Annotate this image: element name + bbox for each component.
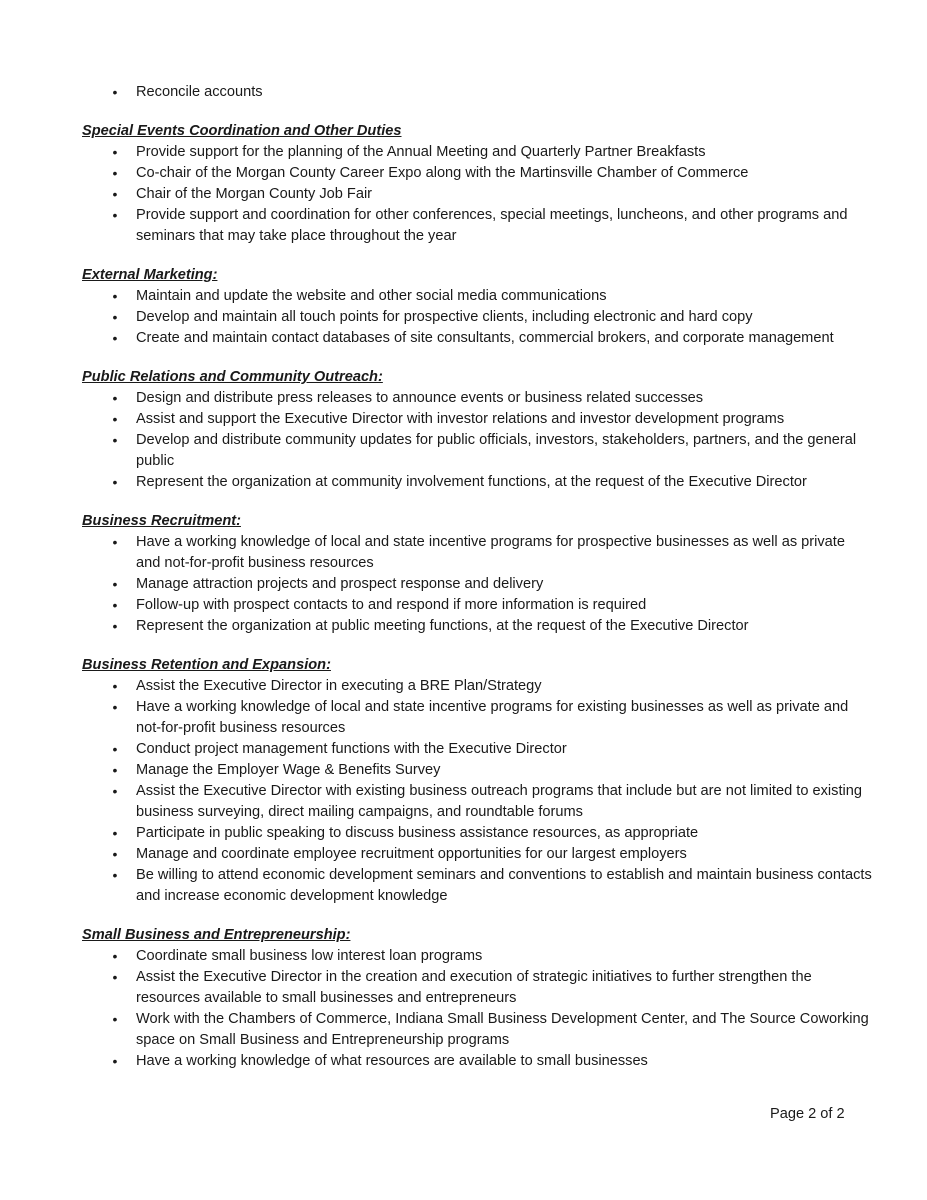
list-item	[82, 205, 872, 247]
list-item	[82, 286, 872, 307]
document-body	[82, 82, 872, 1072]
list-item-text: Provide support for the planning of the Annual Meeting and Quarterly Partner Breakfasts	[136, 144, 706, 160]
section-list	[82, 532, 872, 637]
list-item-text: Design and distribute press releases to announce events or business related successes	[136, 390, 704, 406]
list-item-text: Have a working knowledge of local and state incentive programs for existing businesses as well as private and not-for-profit business resources	[136, 699, 849, 736]
bullet-icon: •	[112, 165, 118, 181]
bullet-icon: •	[112, 969, 118, 985]
list-item-text: Participate in public speaking to discuss business assistance resources, as appropriate	[136, 825, 699, 841]
bullet-icon: •	[112, 411, 118, 427]
section-heading: External Marketing:	[82, 267, 218, 283]
bullet-icon: •	[112, 309, 118, 325]
list-item-text: Follow-up with prospect contacts to and respond if more information is required	[136, 597, 647, 613]
bullet-icon: •	[112, 474, 118, 490]
list-item	[82, 532, 872, 574]
section-heading: Business Retention and Expansion:	[82, 657, 331, 673]
list-item-text: Coordinate small business low interest loan programs	[136, 948, 483, 964]
list-item	[82, 967, 872, 1009]
list-item	[82, 676, 872, 697]
list-item	[82, 574, 872, 595]
list-item	[82, 616, 872, 637]
list-item	[82, 409, 872, 430]
list-item-text: Co-chair of the Morgan County Career Expo along with the Martinsville Chamber of Commerce	[136, 165, 749, 181]
bullet-icon: •	[112, 783, 118, 799]
bullet-icon: •	[112, 432, 118, 448]
bullet-icon: •	[112, 1053, 118, 1069]
intro-list	[82, 82, 872, 103]
bullet-icon: •	[112, 207, 118, 223]
list-item	[82, 865, 872, 907]
list-item-text: Maintain and update the website and other social media communications	[136, 288, 607, 304]
section-list	[82, 142, 872, 247]
list-item	[82, 430, 872, 472]
section-heading: Public Relations and Community Outreach:	[82, 369, 383, 385]
section-business-recruitment	[82, 511, 872, 637]
bullet-icon: •	[112, 678, 118, 694]
bullet-icon: •	[112, 618, 118, 634]
list-item	[82, 472, 872, 493]
list-item	[82, 760, 872, 781]
section-external-marketing	[82, 265, 872, 349]
list-item-text: Create and maintain contact databases of site consultants, commercial brokers, and corporate management	[136, 330, 834, 346]
bullet-icon: •	[112, 741, 118, 757]
bullet-icon: •	[112, 576, 118, 592]
bullet-icon: •	[112, 846, 118, 862]
list-item-text: Assist and support the Executive Director with investor relations and investor development programs	[136, 411, 785, 427]
section-small-business	[82, 925, 872, 1072]
list-item-text: Represent the organization at public meeting functions, at the request of the Executive Director	[136, 618, 749, 634]
list-item-text: Develop and distribute community updates for public officials, investors, stakeholders, partners, and the general public	[136, 432, 857, 469]
list-item-text: Have a working knowledge of local and state incentive programs for prospective businesses as well as private and not-for-profit business resources	[136, 534, 845, 571]
list-item	[82, 307, 872, 328]
section-list	[82, 286, 872, 349]
bullet-icon: •	[112, 597, 118, 613]
section-business-retention	[82, 655, 872, 907]
bullet-icon: •	[112, 699, 118, 715]
page-number: Page 2 of 2	[770, 1106, 845, 1122]
list-item-text: Manage the Employer Wage & Benefits Survey	[136, 762, 441, 778]
list-item-text: Conduct project management functions with the Executive Director	[136, 741, 567, 757]
list-item-text: Reconcile accounts	[136, 84, 263, 100]
list-item-text: Represent the organization at community involvement functions, at the request of the Executive Director	[136, 474, 807, 490]
bullet-icon: •	[112, 948, 118, 964]
list-item	[82, 184, 872, 205]
bullet-icon: •	[112, 534, 118, 550]
list-item	[82, 781, 872, 823]
bullet-icon: •	[112, 144, 118, 160]
list-item-text: Be willing to attend economic development seminars and conventions to establish and maintain business contacts and increase economic development knowledge	[136, 867, 872, 904]
list-item-text: Assist the Executive Director in the creation and execution of strategic initiatives to further strengthen the resources available to small businesses and entrepreneurs	[136, 969, 812, 1006]
section-heading: Small Business and Entrepreneurship:	[82, 927, 351, 943]
section-heading: Special Events Coordination and Other Duties	[82, 123, 402, 139]
list-item	[82, 739, 872, 760]
section-heading: Business Recruitment:	[82, 513, 241, 529]
list-item	[82, 163, 872, 184]
bullet-icon: •	[112, 825, 118, 841]
list-item-text: Develop and maintain all touch points for prospective clients, including electronic and hard copy	[136, 309, 753, 325]
section-list	[82, 676, 872, 907]
list-item	[82, 328, 872, 349]
list-item	[82, 388, 872, 409]
list-item-text: Chair of the Morgan County Job Fair	[136, 186, 373, 202]
list-item	[82, 1009, 872, 1051]
list-item-text: Assist the Executive Director with existing business outreach programs that include but are not limited to existing business surveying, direct mailing campaigns, and roundtable forums	[136, 783, 862, 820]
list-item	[82, 844, 872, 865]
list-item	[82, 697, 872, 739]
list-item	[82, 1051, 872, 1072]
section-special-events	[82, 121, 872, 247]
list-item-text: Work with the Chambers of Commerce, Indiana Small Business Development Center, and The Source Coworking space on Small Business and Entrepreneurship programs	[136, 1011, 869, 1048]
bullet-icon: •	[112, 84, 118, 100]
list-item-text: Assist the Executive Director in executing a BRE Plan/Strategy	[136, 678, 542, 694]
bullet-icon: •	[112, 1011, 118, 1027]
list-item-text: Manage attraction projects and prospect response and delivery	[136, 576, 544, 592]
bullet-icon: •	[112, 762, 118, 778]
list-item	[82, 946, 872, 967]
bullet-icon: •	[112, 867, 118, 883]
list-item-text: Have a working knowledge of what resources are available to small businesses	[136, 1053, 648, 1069]
list-item-text: Provide support and coordination for other conferences, special meetings, luncheons, and other programs and seminars that may take place throughout the year	[136, 207, 848, 244]
list-item	[82, 823, 872, 844]
bullet-icon: •	[112, 288, 118, 304]
section-list	[82, 946, 872, 1072]
list-item	[82, 142, 872, 163]
bullet-icon: •	[112, 186, 118, 202]
list-item	[82, 595, 872, 616]
bullet-icon: •	[112, 390, 118, 406]
list-item	[82, 82, 872, 103]
section-public-relations	[82, 367, 872, 493]
list-item-text: Manage and coordinate employee recruitment opportunities for our largest employers	[136, 846, 687, 862]
bullet-icon: •	[112, 330, 118, 346]
section-list	[82, 388, 872, 493]
